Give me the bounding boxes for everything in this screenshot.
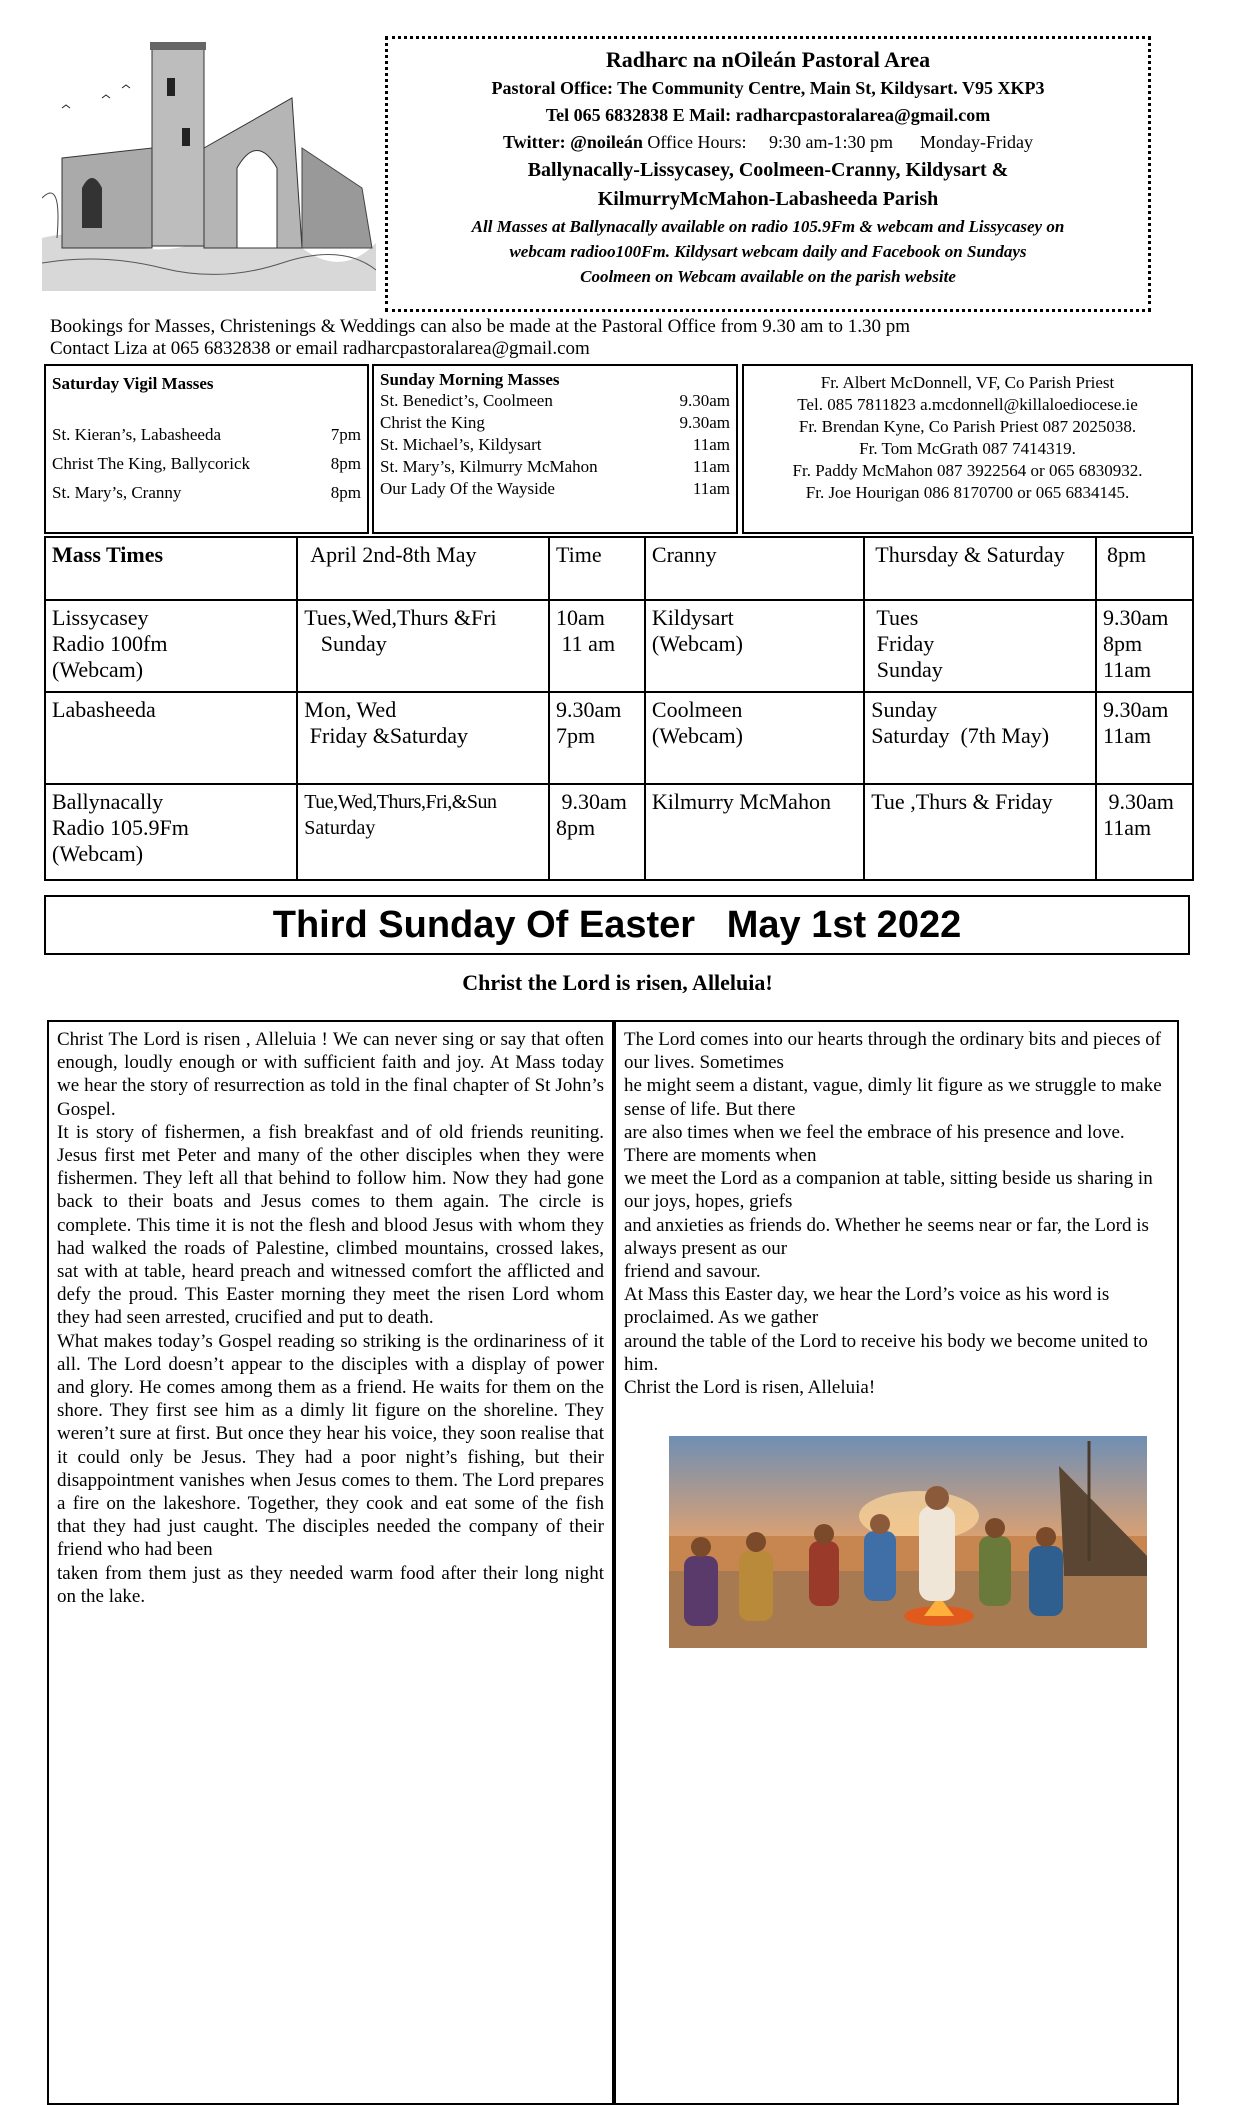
paragraph: we meet the Lord as a companion at table, sitting beside us sharing in our joys, hopes, griefs	[624, 1168, 1153, 1213]
cell-line: Tues	[871, 605, 919, 630]
cell-line: 7pm	[556, 723, 596, 748]
parish-line-1: Ballynacally-Lissycasey, Coolmeen-Cranny, Kildysart &	[527, 159, 1009, 181]
table-cell	[549, 784, 645, 880]
list-item	[380, 478, 730, 500]
saturday-vigil-box	[44, 364, 369, 534]
bookings-line-2: Contact Liza at 065 6832838 or email radharcpastoralarea@gmail.com	[50, 338, 590, 359]
list-item	[380, 412, 730, 434]
cell-line: Coolmeen	[651, 697, 743, 722]
list-item	[380, 456, 730, 478]
cell-line: Ballynacally	[52, 789, 164, 814]
cell-line: Sunday	[871, 657, 943, 682]
list-item	[380, 434, 730, 456]
table-row	[45, 692, 1193, 784]
table-cell	[1096, 784, 1193, 880]
cell-line: 9.30am	[1103, 789, 1174, 814]
cell-line: Tue ,Thurs & Friday	[871, 789, 1053, 814]
table-header-cell: April 2nd-8th May	[297, 537, 549, 600]
table-cell	[864, 784, 1096, 880]
paragraph: It is story of fishermen, a fish breakfast and of old friends reuniting. Jesus first met Peter and many of the other disciples when they were fishermen. They left all that behind to follow him. Now they had gone back to their boats and Jesus comes to them again. The circle is complete. This time it is not the flesh and blood Jesus with whom they had walked the roads of Palestine, climbed mountains, crossed lakes, sat with at table, heard preach and witnessed comfort the afflicted and defy the proud. This Easter morning they meet the risen Lord whom they had seen arrested, crucified and put to death.	[57, 1121, 604, 1329]
bookings-note	[50, 316, 910, 360]
priest-line: Fr. Joe Hourigan 086 8170700 or 065 6834145.	[805, 483, 1130, 502]
page-title	[44, 895, 1190, 955]
table-cell	[297, 600, 549, 692]
mass-time: 8pm	[330, 454, 361, 473]
cell-line: Sunday	[871, 697, 938, 722]
jesus-disciples-painting	[669, 1436, 1147, 1648]
table-cell	[645, 692, 864, 784]
mass-time: 11am	[692, 479, 730, 498]
list-item	[52, 478, 361, 507]
table-cell	[45, 600, 297, 692]
mass-time: 7pm	[330, 425, 361, 444]
cell-line: Labasheeda	[52, 697, 156, 722]
cell-line: Lissycasey	[52, 605, 149, 630]
cell-line: 11am	[1103, 815, 1152, 840]
cell-line: Saturday (7th May)	[871, 723, 1050, 748]
table-cell	[645, 600, 864, 692]
paragraph: friend and savour.	[624, 1261, 761, 1283]
mass-time: 8pm	[330, 483, 361, 502]
table-cell	[1096, 692, 1193, 784]
priest-line: Fr. Albert McDonnell, VF, Co Parish Priest	[820, 373, 1115, 392]
paragraph: At Mass this Easter day, we hear the Lord’s voice as his word is proclaimed. As we gather	[624, 1284, 1110, 1329]
priest-line: Fr. Brendan Kyne, Co Parish Priest 087 2025038.	[798, 417, 1137, 436]
table-cell	[297, 692, 549, 784]
cell-line: Friday &Saturday	[304, 723, 469, 748]
sunday-morning-box	[372, 364, 738, 534]
office-hours: Office Hours: 9:30 am-1:30 pm Monday-Friday	[642, 132, 1033, 152]
cell-line: 11am	[1103, 723, 1152, 748]
cell-line: Radio 105.9Fm	[52, 815, 189, 840]
page-title-text: Third Sunday Of Easter May 1st 2022	[272, 904, 962, 946]
church-name: St. Michael’s, Kildysart	[380, 435, 542, 454]
twitter-handle: Twitter: @noileán	[502, 132, 643, 152]
table-cell	[549, 600, 645, 692]
table-cell	[1096, 600, 1193, 692]
church-name: Christ The King, Ballycorick	[52, 454, 250, 473]
cell-line: Sunday	[304, 631, 387, 656]
pastoral-header	[385, 36, 1151, 312]
saturday-heading: Saturday Vigil Masses	[52, 374, 214, 393]
paragraph: and anxieties as friends do. Whether he seems near or far, the Lord is always present as our	[624, 1214, 1149, 1259]
cell-line: 9.30am	[1103, 605, 1169, 630]
table-header-cell: Thursday & Saturday	[864, 537, 1096, 600]
cell-line: (Webcam)	[52, 657, 144, 682]
cell-line: 11 am	[556, 631, 616, 656]
church-name: St. Mary’s, Cranny	[52, 483, 182, 502]
paragraph: The Lord comes into our hearts through the ordinary bits and pieces of our lives. Sometimes	[624, 1029, 1162, 1074]
cell-line: 11am	[1103, 657, 1152, 682]
cell-line: Tue,Wed,Thurs,Fri,&Sun	[304, 791, 497, 813]
cell-line: Kilmurry McMahon	[651, 789, 831, 814]
paragraph: are also times when we feel the embrace of his presence and love. There are moments when	[624, 1121, 1125, 1167]
list-item	[380, 390, 730, 412]
pastoral-office: Pastoral Office: The Community Centre, Main St, Kildysart. V95 XKP3	[491, 78, 1045, 98]
priest-line: Tel. 085 7811823 a.mcdonnell@killaloediocese.ie	[797, 395, 1138, 414]
table-header-row	[45, 537, 1193, 600]
table-header-cell: Mass Times	[45, 537, 297, 600]
church-name: St. Mary’s, Kilmurry McMahon	[380, 457, 598, 476]
mass-times-table	[44, 536, 1194, 881]
list-item	[52, 420, 361, 449]
page-subtitle: Christ the Lord is risen, Alleluia!	[462, 970, 773, 995]
cell-line: Kildysart	[651, 605, 734, 630]
cell-line: 9.30am	[1103, 697, 1169, 722]
twitter-hours	[388, 129, 1148, 156]
priest-line: Fr. Paddy McMahon 087 3922564 or 065 6830932.	[792, 461, 1143, 480]
table-header-cell: Time	[549, 537, 645, 600]
table-row	[45, 600, 1193, 692]
cell-line: 9.30am	[556, 697, 622, 722]
mass-time: 11am	[692, 435, 730, 454]
church-name: Christ the King	[380, 413, 485, 432]
webcam-line-3: Coolmeen on Webcam available on the parish website	[580, 267, 956, 286]
paragraph: around the table of the Lord to receive his body we become united to him.	[624, 1330, 1148, 1375]
pastoral-title: Radharc na nOileán Pastoral Area	[605, 47, 931, 72]
sunday-heading: Sunday Morning Masses	[380, 370, 560, 389]
cell-line: 10am	[556, 605, 605, 630]
church-name: Our Lady Of the Wayside	[380, 479, 555, 498]
church-ruin-illustration	[42, 38, 376, 291]
cell-line: (Webcam)	[651, 631, 743, 656]
cell-line: 8pm	[1103, 631, 1143, 656]
table-cell	[645, 784, 864, 880]
table-row	[45, 784, 1193, 880]
cell-line: 9.30am	[556, 789, 627, 814]
cell-line: (Webcam)	[52, 841, 144, 866]
table-cell	[297, 784, 549, 880]
paragraph: Christ The Lord is risen , Alleluia ! We can never sing or say that often enough, loudly enough or with sufficient faith and joy. At Mass today we hear the story of resurrection as told in the final chapter of St John’s Gospel.	[57, 1029, 604, 1120]
webcam-line-2: webcam radioo100Fm. Kildysart webcam daily and Facebook on Sundays	[509, 242, 1027, 261]
reflection-column-1	[47, 1020, 614, 2105]
cell-line: Mon, Wed	[304, 697, 397, 722]
cell-line: Saturday	[304, 817, 376, 839]
table-header-cell: 8pm	[1096, 537, 1193, 600]
webcam-line-1: All Masses at Ballynacally available on radio 105.9Fm & webcam and Lissycasey on	[471, 217, 1065, 236]
table-cell	[864, 692, 1096, 784]
cell-line: Radio 100fm	[52, 631, 168, 656]
table-cell	[45, 692, 297, 784]
paragraph: he might seem a distant, vague, dimly lit figure as we struggle to make sense of life. But there	[624, 1075, 1162, 1120]
pastoral-contact: Tel 065 6832838 E Mail: radharcpastoralarea@gmail.com	[545, 105, 991, 125]
cell-line: 8pm	[556, 815, 596, 840]
church-name: St. Kieran’s, Labasheeda	[52, 425, 221, 444]
table-cell	[45, 784, 297, 880]
church-name: St. Benedict’s, Coolmeen	[380, 391, 553, 410]
paragraph: taken from them just as they needed warm food after their long night on the lake.	[57, 1562, 604, 1607]
paragraph: Christ the Lord is risen, Alleluia!	[624, 1377, 876, 1399]
mass-time: 9.30am	[679, 413, 730, 432]
priest-line: Fr. Tom McGrath 087 7414319.	[859, 439, 1076, 458]
table-cell	[864, 600, 1096, 692]
priests-box	[742, 364, 1193, 534]
list-item	[52, 449, 361, 478]
mass-time: 11am	[692, 457, 730, 476]
cell-line: Friday	[871, 631, 935, 656]
paragraph: What makes today’s Gospel reading so striking is the ordinariness of it all. The Lord doesn’t appear to the disciples with a display of power and glory. He comes among them as a friend. He waits for them on the shore. They first see him as a dimly lit figure on the shoreline. They weren’t sure at first. But once they hear his voice, they soon realise that it could only be Jesus. They had a poor night’s fishing, but their disappointment vanishes when Jesus comes to them. The Lord prepares a fire on the lakeshore. Together, they cook and eat some of the fish that they had just caught. The disciples needed the company of their friend who had been	[57, 1330, 604, 1561]
parish-line-2: KilmurryMcMahon-Labasheeda Parish	[597, 188, 939, 210]
cell-line: (Webcam)	[651, 723, 743, 748]
mass-time: 9.30am	[679, 391, 730, 410]
table-header-cell: Cranny	[645, 537, 864, 600]
bookings-line-1: Bookings for Masses, Christenings & Weddings can also be made at the Pastoral Office from 9.30 am to 1.30 pm	[50, 316, 911, 337]
table-cell	[549, 692, 645, 784]
cell-line: Tues,Wed,Thurs &Fri	[304, 605, 497, 630]
